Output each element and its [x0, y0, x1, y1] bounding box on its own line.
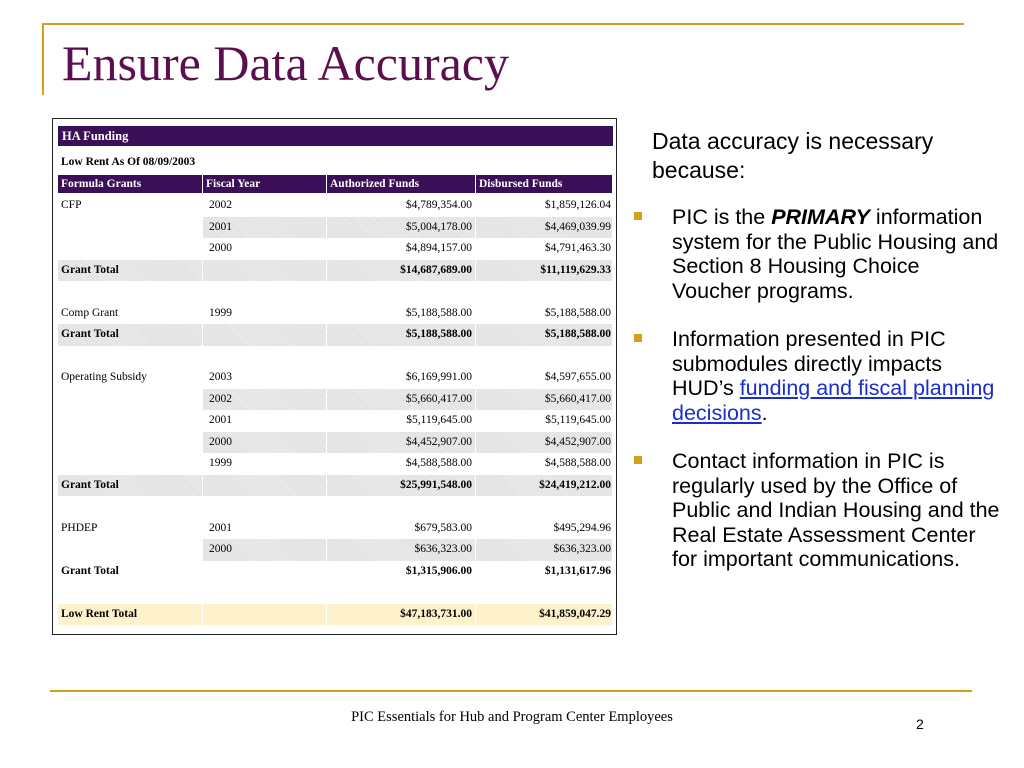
footer-divider: [50, 690, 972, 692]
table-spacer-row: [58, 346, 613, 368]
table-spacer-row: [58, 281, 613, 303]
table-row: [58, 195, 613, 217]
fiscal-year-cell: 2000: [203, 539, 327, 561]
grant-cell: PHDEP: [58, 518, 203, 540]
fiscal-year-cell: 1999: [203, 303, 327, 325]
fiscal-year-cell: 2003: [203, 367, 327, 389]
table-row: [58, 410, 613, 432]
disbursed-funds-cell: $1,131,617.96: [476, 561, 613, 583]
grant-cell: [58, 410, 203, 432]
table-spacer-row: [58, 496, 613, 518]
disbursed-funds-cell: $4,791,463.30: [476, 238, 613, 260]
funding-decisions-link[interactable]: funding and fiscal planning decisions: [672, 376, 995, 425]
authorized-funds-cell: $5,188,588.00: [327, 324, 476, 346]
disbursed-funds-cell: $11,119,629.33: [476, 260, 613, 282]
fiscal-year-cell: 2001: [203, 410, 327, 432]
table-row: [58, 518, 613, 540]
grant-cell: Grant Total: [58, 324, 203, 346]
table-body: [58, 195, 613, 625]
table-row: [58, 324, 613, 346]
title-frame-left-line: [42, 23, 44, 95]
grant-cell: [58, 238, 203, 260]
authorized-funds-cell: $4,894,157.00: [327, 238, 476, 260]
bullet2-text-start: Information presented in PIC submodules directly impacts HUD’s: [672, 327, 946, 400]
authorized-funds-cell: $636,323.00: [327, 539, 476, 561]
disbursed-funds-cell: $5,188,588.00: [476, 324, 613, 346]
table-row: [58, 217, 613, 239]
bullet-square-icon: [634, 334, 642, 342]
authorized-funds-cell: $4,789,354.00: [327, 195, 476, 217]
table-subtitle: Low Rent As Of 08/09/2003: [61, 156, 196, 168]
fiscal-year-cell: 2000: [203, 238, 327, 260]
grant-cell: CFP: [58, 195, 203, 217]
table-row: [58, 604, 613, 626]
disbursed-funds-cell: $4,452,907.00: [476, 432, 613, 454]
fiscal-year-cell: 2002: [203, 195, 327, 217]
fiscal-year-cell: [203, 475, 327, 497]
bullet-list: [634, 205, 1004, 596]
grant-cell: Comp Grant: [58, 303, 203, 325]
grant-cell: Grant Total: [58, 475, 203, 497]
bullet1-text-end: information system for the Public Housing and Section 8 Housing Choice Voucher programs.: [672, 205, 999, 303]
authorized-funds-cell: $1,315,906.00: [327, 561, 476, 583]
disbursed-funds-cell: $4,469,039.99: [476, 217, 613, 239]
table-row: [58, 432, 613, 454]
table-row: [58, 260, 613, 282]
fiscal-year-cell: 2000: [203, 432, 327, 454]
grant-cell: Low Rent Total: [58, 604, 203, 626]
grant-cell: Operating Subsidy: [58, 367, 203, 389]
authorized-funds-cell: $5,119,645.00: [327, 410, 476, 432]
table-row: [58, 367, 613, 389]
grant-cell: [58, 453, 203, 475]
disbursed-funds-cell: $495,294.96: [476, 518, 613, 540]
table-row: [58, 389, 613, 411]
intro-text: Data accuracy is necessary because:: [652, 128, 934, 183]
grant-cell: [58, 432, 203, 454]
column-header-disbursed-funds: Disbursed Funds: [476, 175, 613, 193]
table-header-row: [58, 175, 613, 193]
column-header-fiscal-year: Fiscal Year: [203, 175, 327, 193]
table-spacer-row: [58, 582, 613, 604]
bullet-funding-impact: [634, 327, 1004, 425]
fiscal-year-cell: [203, 324, 327, 346]
bullet3-text: Contact information in PIC is regularly used by the Office of Public and Indian Housing and the Real Estate Assessment Center for important communications.: [672, 449, 1000, 571]
grant-cell: Grant Total: [58, 260, 203, 282]
grant-cell: [58, 539, 203, 561]
disbursed-funds-cell: $41,859,047.29: [476, 604, 613, 626]
disbursed-funds-cell: $1,859,126.04: [476, 195, 613, 217]
authorized-funds-cell: $5,188,588.00: [327, 303, 476, 325]
table-banner: HA Funding: [58, 126, 613, 146]
bullet1-text-start: PIC is the: [672, 205, 772, 229]
title-frame-top-line: [42, 23, 964, 25]
fiscal-year-cell: [203, 561, 327, 583]
table-row: [58, 453, 613, 475]
authorized-funds-cell: $47,183,731.00: [327, 604, 476, 626]
authorized-funds-cell: $5,004,178.00: [327, 217, 476, 239]
disbursed-funds-cell: $5,188,588.00: [476, 303, 613, 325]
disbursed-funds-cell: $5,119,645.00: [476, 410, 613, 432]
table-row: [58, 238, 613, 260]
authorized-funds-cell: $5,660,417.00: [327, 389, 476, 411]
table-row: [58, 539, 613, 561]
authorized-funds-cell: $6,169,991.00: [327, 367, 476, 389]
disbursed-funds-cell: $5,660,417.00: [476, 389, 613, 411]
grant-cell: Grant Total: [58, 561, 203, 583]
bullet2-text-end: .: [761, 400, 768, 425]
disbursed-funds-cell: $636,323.00: [476, 539, 613, 561]
grant-cell: [58, 389, 203, 411]
page-number: 2: [916, 716, 924, 732]
ha-funding-table: [52, 118, 617, 635]
disbursed-funds-cell: $4,597,655.00: [476, 367, 613, 389]
bullet-square-icon: [634, 212, 642, 220]
bullet-contact-info: [634, 449, 1004, 572]
bullet1-emphasis: PRIMARY: [771, 205, 870, 229]
bullet-primary-system: [634, 205, 1004, 303]
authorized-funds-cell: $679,583.00: [327, 518, 476, 540]
table-row: [58, 303, 613, 325]
table-row: [58, 561, 613, 583]
fiscal-year-cell: [203, 260, 327, 282]
disbursed-funds-cell: $24,419,212.00: [476, 475, 613, 497]
bullet-square-icon: [634, 456, 642, 464]
column-header-formula-grants: Formula Grants: [58, 175, 203, 193]
fiscal-year-cell: 1999: [203, 453, 327, 475]
disbursed-funds-cell: $4,588,588.00: [476, 453, 613, 475]
table-row: [58, 475, 613, 497]
authorized-funds-cell: $25,991,548.00: [327, 475, 476, 497]
slide-title: Ensure Data Accuracy: [62, 35, 509, 91]
footer-text: PIC Essentials for Hub and Program Center Employees: [351, 709, 673, 725]
fiscal-year-cell: [203, 604, 327, 626]
fiscal-year-cell: 2001: [203, 518, 327, 540]
grant-cell: [58, 217, 203, 239]
authorized-funds-cell: $4,452,907.00: [327, 432, 476, 454]
authorized-funds-cell: $14,687,689.00: [327, 260, 476, 282]
fiscal-year-cell: 2002: [203, 389, 327, 411]
column-header-authorized-funds: Authorized Funds: [327, 175, 476, 193]
authorized-funds-cell: $4,588,588.00: [327, 453, 476, 475]
fiscal-year-cell: 2001: [203, 217, 327, 239]
